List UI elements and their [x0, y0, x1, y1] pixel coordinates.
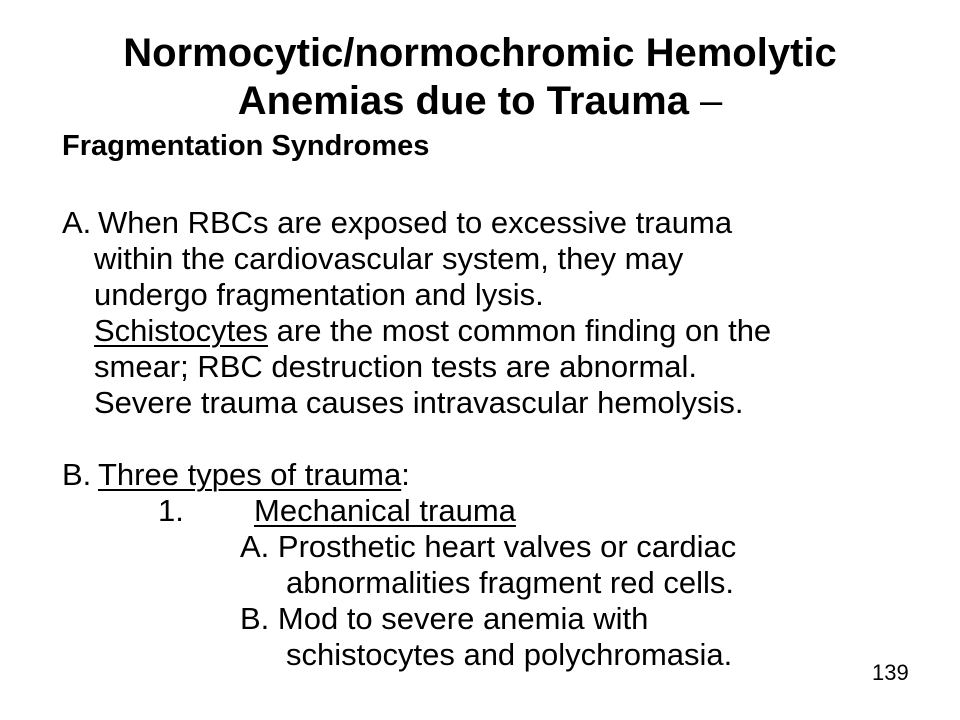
section-a-line-4-rest: are the most common finding on the: [268, 313, 772, 348]
sub-a-line-2: abnormalities fragment red cells.: [286, 565, 734, 600]
schistocytes-term: Schistocytes: [94, 313, 269, 348]
section-a-line-4: [94, 313, 771, 349]
sub-a-line-1: A. Prosthetic heart valves or cardiac: [240, 529, 737, 564]
page-number: 139: [872, 660, 909, 685]
sub-b-line-2: schistocytes and polychromasia.: [286, 637, 733, 672]
sub-b-line-1: B. Mod to severe anemia with: [240, 601, 649, 636]
section-a-line-3: undergo fragmentation and lysis.: [94, 277, 544, 312]
section-b-marker: B.: [62, 457, 92, 492]
slide-title-dash: –: [688, 79, 723, 123]
slide-title-line-2: [0, 77, 960, 125]
slide-subtitle: Fragmentation Syndromes: [62, 130, 430, 162]
section-a-line-1: When RBCs are exposed to excessive trauma: [98, 205, 733, 240]
section-b-heading-colon: :: [401, 457, 410, 492]
slide-title-line-1: Normocytic/normochromic Hemolytic: [123, 31, 837, 75]
section-a-marker: A.: [62, 205, 92, 240]
item-1-label: [254, 493, 516, 529]
section-b-heading-text: Three types of trauma: [98, 457, 402, 492]
section-b-heading: [98, 457, 410, 493]
item-1-number: 1.: [158, 493, 184, 528]
slide-title-text: Anemias due to Trauma: [237, 79, 689, 123]
section-a-line-5: smear; RBC destruction tests are abnormal.: [94, 349, 698, 384]
section-a-line-6: Severe trauma causes intravascular hemolysis.: [94, 385, 744, 420]
mechanical-trauma-label: Mechanical trauma: [254, 493, 516, 528]
section-a-line-2: within the cardiovascular system, they may: [94, 241, 684, 276]
